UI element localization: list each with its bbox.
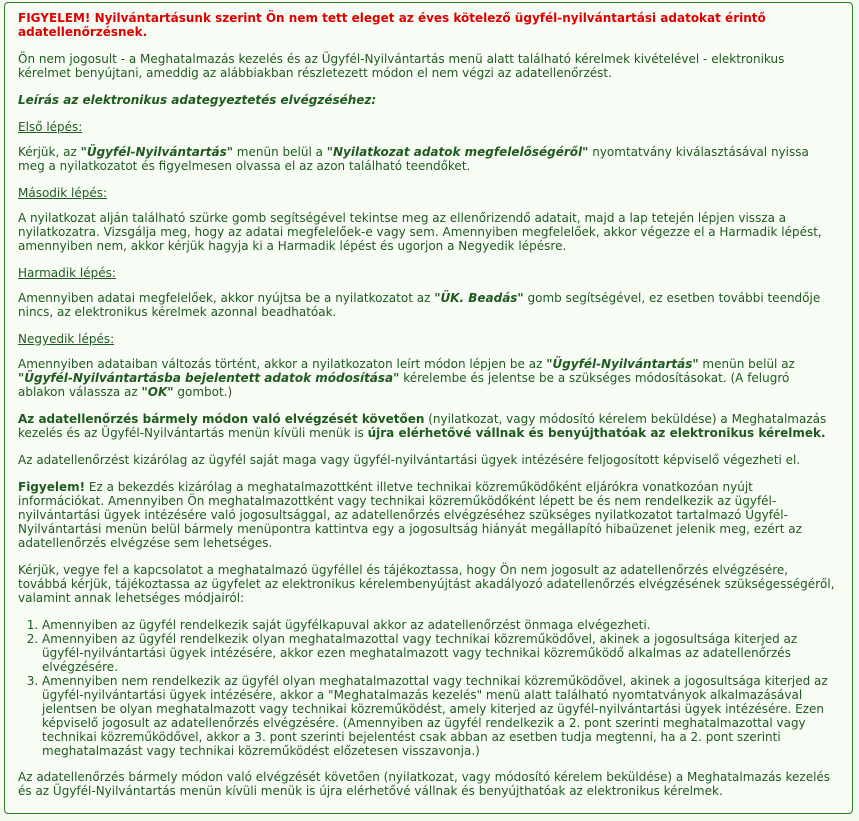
submit-button-name: "ÜK. Beadás" [434,291,524,305]
instructions-heading: Leírás az elektronikus adategyeztetés elvégzéséhez: [18,93,377,107]
step1-text: Kérjük, az "Ügyfél-Nyilvántartás" menün belül a "Nyilatkozat adatok megfelelőségéről" nyomtatvány kiválasztásával nyissa meg a nyilatkozatot és figyelmesen olvassa el az azon található teendőket. [18,145,809,173]
after-check-text: Az adatellenőrzés bármely módon való elvégzését követően (nyilatkozat, vagy módosító kérelem beküldése) a Meghatalmazás kezelés és az Ügyfél-Nyilvántartás menün kívüli menük is újra elérhetővé vállnak és benyújthatóak az elektronikus kérelmek. [18,412,827,440]
notice-content [18,11,838,811]
ok-button-name: "OK" [141,385,174,399]
step2-title: Második lépés: [18,186,108,200]
options-list [18,618,838,758]
step2-text: A nyilatkozat alján található szürke gomb segítségével tekintse meg az ellenőrizendő adatait, majd a lap tetején lépjen vissza a nyilatkozatra. Vizsgálja meg, hogy az adatai megfelelőek-e vagy sem. Amennyiben megfelelőek, akkor végezze el a Harmadik lépést, amennyiben nem, akkor kérjük hagyja ki a Harmadik lépést és ugorjon a Negyedik lépésre. [18,211,822,253]
menu-name: "Ügyfél-Nyilvántartás" [546,357,699,371]
list-item: 3. Amennyiben nem rendelkezik az ügyfél olyan meghatalmazottal vagy technikai közreműködővel, akinek a jogosultsága kiterjed az ügyfél-nyilvántartási ügyek intézésére, akkor a "Meghatalmazás kezelés" menü alatt található nyomtatványok alkalmazásával jelentsen be olyan meghatalmazott vagy technikai közreműködést, amely kiterjed az ügyfél-nyilvántartási ügyek intézésére. Ezen képviselő jogosult az adatellenőrzés elvégzésére. (Amennyiben az ügyfél rendelkezik a 2. pont szerinti meghatalmazottal vagy technikai közreműködővel, akkor a 3. pont szerinti bejelentést csak abban az esetben tudja megtenni, ha a 2. pont szerinti meghatalmazást vagy technikai közreműködést előzetesen visszavonja.) [42,674,838,758]
step1-title: Első lépés: [18,120,83,134]
modification-form-name: "Ügyfél-Nyilvántartásba bejelentett adatok módosítása" [18,371,400,385]
step4-title: Negyedik lépés: [18,332,115,346]
menu-name: "Ügyfél-Nyilvántartás" [80,145,233,159]
step3-title: Harmadik lépés: [18,266,116,280]
final-text: Az adatellenőrzés bármely módon való elvégzését követően (nyilatkozat, vagy módosító kérelem beküldése) a Meghatalmazás kezelés és az Ügyfél-Nyilvántartás menün kívüli menük is újra elérhetővé vállnak és benyújthatóak az elektronikus kérelmek. [18,770,831,798]
contact-text: Kérjük, vegye fel a kapcsolatot a meghatalmazó ügyféllel és tájékoztassa, hogy Ön nem jogosult az adatellenőrzés elvégzésére, továbbá kérjük, tájékoztassa az ügyfelet az elektronikus kérelembenyújtást akadályozó adatellenőrzés elvégzésének szükségességéről, valamint annak lehetséges módjairól: [18,563,835,605]
warning-text: FIGYELEM! Nyilvántartásunk szerint Ön nem tett eleget az éves kötelező ügyfél-nyilvántartási adatokat érintő adatellenőrzésnek. [18,11,766,39]
step3-text: Amennyiben adatai megfelelőek, akkor nyújtsa be a nyilatkozatot az "ÜK. Beadás" gomb segítségével, ez esetben további teendője nincs, az elektronikus kérelmek azonnal beadhatóak. [18,291,821,319]
form-name: "Nyilatkozat adatok megfelelőségéről" [326,145,589,159]
intro-text: Ön nem jogosult - a Meghatalmazás kezelés és az Ügyfél-Nyilvántartás menü alatt található kérelmek kivételével - elektronikus kérelmet benyújtani, ameddig az alábbiakban részletezett módon el nem végzi az adatellenőrzést. [18,52,785,80]
notice-panel [4,2,853,814]
attention-text: Figyelem! Ez a bekezdés kizárólag a meghatalmazottként illetve technikai közreműködőként eljárókra vonatkozóan nyújt információkat. Amennyiben Ön meghatalmazottként vagy technikai közreműködőként lépett be és nem rendelkezik az ügyfél-nyilvántartási ügyek intézésére való jogosultsággal, az adatellenőrzés elvégzéséhez szükséges nyilatkozatot tartalmazó Ügyfél-Nyilvántartási menün belül bármely menüpontra kattintva egy a jogosultság hiányát megállapító hibaüzenet jelenik meg, ezért az adatellenőrzés elvégzése sem lehetséges. [18,480,802,550]
list-item: 1. Amennyiben az ügyfél rendelkezik saját ügyfélkapuval akkor az adatellenőrzést önmaga elvégezheti. [42,618,838,632]
list-item: 2. Amennyiben az ügyfél rendelkezik olyan meghatalmazottal vagy technikai közreműködővel, akinek a jogosultsága kiterjed az ügyfél-nyilvántartási ügyek intézésére, akkor ezen meghatalmazott vagy technikai közreműködő alkalmas az adatellenőrzés elvégzésére. [42,632,838,674]
only-client-text: Az adatellenőrzést kizárólag az ügyfél saját maga vagy ügyfél-nyilvántartási ügyek intézésére feljogosított képviselő végezheti el. [18,453,801,467]
step4-text: Amennyiben adataiban változás történt, akkor a nyilatkozaton leírt módon lépjen be az "Ügyfél-Nyilvántartás" menün belül az "Ügyfél-Nyilvántartásba bejelentett adatok módosítása" kérelembe és jelentse be a szükséges módosításokat. (A felugró ablakon válassza az "OK" gombot.) [18,357,795,399]
